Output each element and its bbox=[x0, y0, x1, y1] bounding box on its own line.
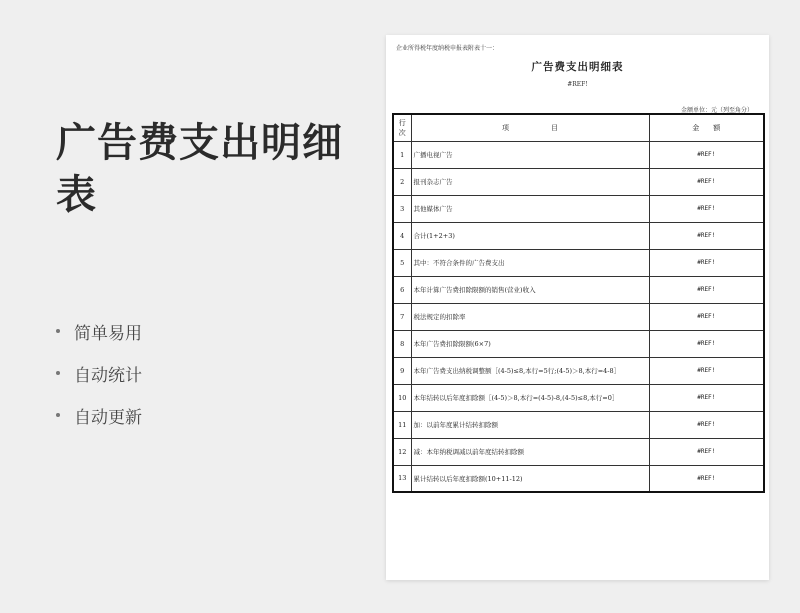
row-number: 7 bbox=[393, 303, 411, 330]
feature-item bbox=[56, 352, 142, 394]
sheet-title: 广告费支出明细表 bbox=[531, 61, 624, 73]
row-item: 其他媒体广告 bbox=[411, 195, 649, 222]
row-number: 9 bbox=[393, 357, 411, 384]
row-number: 5 bbox=[393, 249, 411, 276]
row-number: 2 bbox=[393, 168, 411, 195]
table-row bbox=[393, 465, 764, 492]
row-number: 8 bbox=[393, 330, 411, 357]
row-item: 加：以前年度累计结转扣除额 bbox=[411, 411, 649, 438]
row-item: 本年结转以后年度扣除额［(4-5)＞8,本行=(4-5)-8,(4-5)≤8,本行=0］ bbox=[411, 384, 649, 411]
table-row bbox=[393, 438, 764, 465]
row-amount: #REF! bbox=[649, 411, 764, 438]
row-amount: #REF! bbox=[649, 384, 764, 411]
bullet-dot-icon bbox=[56, 413, 60, 417]
row-amount: #REF! bbox=[649, 141, 764, 168]
feature-item bbox=[56, 394, 142, 436]
table-row bbox=[393, 168, 764, 195]
table-row bbox=[393, 141, 764, 168]
row-item: 减：本年纳税调减以前年度结转扣除额 bbox=[411, 438, 649, 465]
row-amount: #REF! bbox=[649, 465, 764, 492]
row-item: 累计结转以后年度扣除额(10+11-12) bbox=[411, 465, 649, 492]
sheet-unit-note: 金额单位：元（列至角分） bbox=[680, 107, 753, 114]
table-row bbox=[393, 303, 764, 330]
row-item: 其中：不符合条件的广告费支出 bbox=[411, 249, 649, 276]
sheet-header-note: 企业所得税年度纳税申报表附表十一： bbox=[396, 45, 499, 52]
column-header-no: 行次 bbox=[393, 114, 411, 141]
row-amount: #REF! bbox=[649, 222, 764, 249]
row-number: 12 bbox=[393, 438, 411, 465]
bullet-dot-icon bbox=[56, 329, 60, 333]
row-amount: #REF! bbox=[649, 195, 764, 222]
table-row bbox=[393, 384, 764, 411]
row-number: 11 bbox=[393, 411, 411, 438]
column-header-amount: 金 额 bbox=[649, 114, 764, 141]
feature-label: 简单易用 bbox=[74, 323, 142, 344]
table-row bbox=[393, 357, 764, 384]
row-amount: #REF! bbox=[649, 438, 764, 465]
row-amount: #REF! bbox=[649, 303, 764, 330]
table-row bbox=[393, 276, 764, 303]
detail-table bbox=[392, 113, 765, 493]
feature-list bbox=[56, 310, 142, 436]
row-number: 10 bbox=[393, 384, 411, 411]
row-amount: #REF! bbox=[649, 276, 764, 303]
sheet-ref-cell: #REF! bbox=[567, 81, 588, 88]
row-item: 报刊杂志广告 bbox=[411, 168, 649, 195]
row-item: 本年广告费支出纳税调整额［(4-5)≤8,本行=5行;(4-5)＞8,本行=4-8］ bbox=[411, 357, 649, 384]
table-row bbox=[393, 330, 764, 357]
row-amount: #REF! bbox=[649, 330, 764, 357]
table-row bbox=[393, 222, 764, 249]
column-header-item: 项 目 bbox=[411, 114, 649, 141]
table-row bbox=[393, 195, 764, 222]
row-number: 13 bbox=[393, 465, 411, 492]
row-item: 本年广告费扣除限额(6×7) bbox=[411, 330, 649, 357]
feature-item bbox=[56, 310, 142, 352]
spreadsheet-preview bbox=[386, 35, 769, 580]
table-row bbox=[393, 249, 764, 276]
feature-label: 自动更新 bbox=[74, 407, 142, 428]
row-item: 税法规定的扣除率 bbox=[411, 303, 649, 330]
table-header-row bbox=[393, 114, 764, 141]
table-row bbox=[393, 411, 764, 438]
row-number: 3 bbox=[393, 195, 411, 222]
bullet-dot-icon bbox=[56, 371, 60, 375]
row-number: 6 bbox=[393, 276, 411, 303]
row-item: 合计(1+2+3) bbox=[411, 222, 649, 249]
feature-label: 自动统计 bbox=[74, 365, 142, 386]
row-amount: #REF! bbox=[649, 249, 764, 276]
row-number: 1 bbox=[393, 141, 411, 168]
page-title: 广告费支出明细表 bbox=[56, 120, 343, 218]
row-number: 4 bbox=[393, 222, 411, 249]
row-amount: #REF! bbox=[649, 168, 764, 195]
row-item: 广播电视广告 bbox=[411, 141, 649, 168]
row-amount: #REF! bbox=[649, 357, 764, 384]
row-item: 本年计算广告费扣除限额的销售(营业)收入 bbox=[411, 276, 649, 303]
